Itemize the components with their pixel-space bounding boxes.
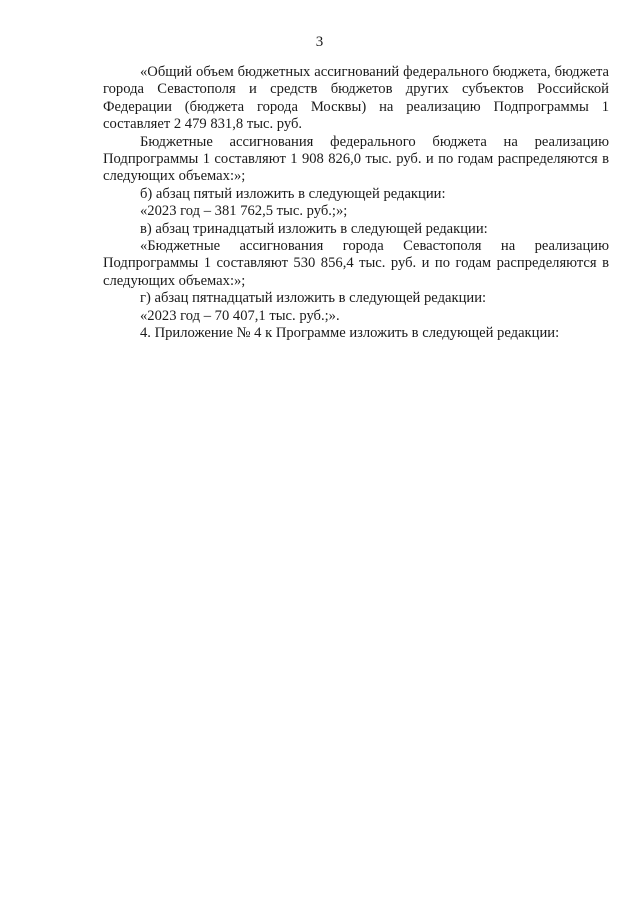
paragraph-amend-fifteenth: г) абзац пятнадцатый изложить в следующей редакции: (140, 290, 487, 307)
page-number: 3 (315, 34, 324, 50)
paragraph-amend-fifth: б) абзац пятый изложить в следующей редакции: (140, 185, 446, 202)
paragraph-amend-thirteenth: в) абзац тринадцатый изложить в следующей редакции: (140, 220, 488, 237)
paragraph-2023-federal: «2023 год – 381 762,5 тыс. руб.;»; (140, 203, 348, 220)
paragraph-total-budget: «Общий объем бюджетных ассигнований федерального бюджета, бюджета города Севастополя и средств бюджетов других субъектов Российской Федерации (бюджета города Москвы) на реализацию Подпрограммы 1 составляет 2 479 831,8 тыс. руб. (103, 64, 609, 133)
paragraph-federal-budget: Бюджетные ассигнования федерального бюджета на реализацию Подпрограммы 1 составляют 1 908 826,0 тыс. руб. и по годам распределяются в следующих объемах:»; (103, 133, 609, 185)
paragraph-2023-sevastopol: «2023 год – 70 407,1 тыс. руб.;». (140, 307, 340, 324)
document-body (103, 64, 609, 343)
paragraph-appendix-4: 4. Приложение № 4 к Программе изложить в следующей редакции: (140, 325, 560, 342)
paragraph-sevastopol-budget: «Бюджетные ассигнования города Севастополя на реализацию Подпрограммы 1 составляют 530 856,4 тыс. руб. и по годам распределяются в следующих объемах:»; (103, 238, 609, 289)
